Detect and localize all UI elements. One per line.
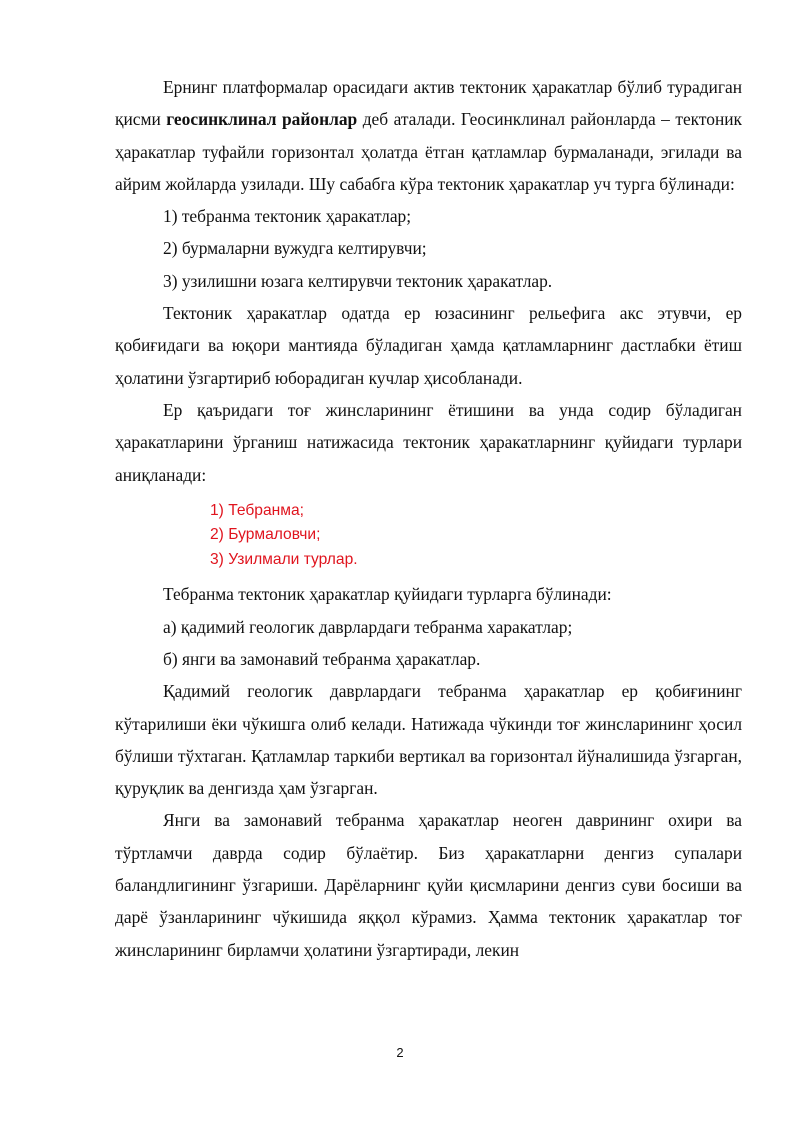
highlighted-list-item: 2) Бурмаловчи; — [210, 526, 321, 544]
paragraph-text: Ернинг платформалар орасидаги актив тектоник ҳаракатлар бўлиб турадиган қисми — [115, 77, 742, 130]
paragraph-oscillation-types: Тебранма тектоник ҳаракатлар қуйидаги турларга бўлинади: — [163, 584, 612, 605]
paragraph-modern-movements: Янги ва замонавий тебранма ҳаракатлар неоген даврининг охири ва тўртламчи даврда содир бўлаётир. Биз ҳаракатларни денгиз супалари баландлигининг ўзгариши. Дарёларнинг қуйи қисмларини денгиз суви босиши ва дарё ўзанларининг чўкишида яққол кўрамиз. Ҳамма тектоник ҳаракатлар тоғ жинсларининг бирламчи ҳолатини ўзгартиради, лекин — [115, 810, 742, 960]
paragraph-tectonic-types: Ер қаъридаги тоғ жинсларининг ётишини ва унда содир бўладиган ҳаракатларини ўрганиш натижасида тектоник ҳаракатларнинг қуйидаги турлари аниқланади: — [115, 399, 742, 485]
paragraph-geosyncline — [115, 71, 742, 200]
list-item: 3) узилишни юзага келтирувчи тектоник ҳаракатлар. — [163, 270, 553, 291]
paragraph-text: деб аталади. Геосинклинал районларда – тектоник ҳаракатлар туфайли горизонтал ҳолатда ётган қатламлар бурмаланади, эгилади ва айрим жойларда узилади. Шу сабабга кўра тектоник ҳаракатлар уч турга бўлинади: — [115, 109, 743, 194]
bold-term: геосинклинал районлар — [166, 109, 358, 130]
list-item: 1) тебранма тектоник ҳаракатлар; — [163, 206, 412, 227]
page-number: 2 — [396, 1045, 404, 1060]
list-item: а) қадимий геологик даврлардаги тебранма харакатлар; — [163, 616, 573, 637]
highlighted-list-item: 3) Узилмали турлар. — [210, 550, 358, 568]
paragraph-tectonic-forces: Тектоник ҳаракатлар одатда ер юзасининг рельефига акс этувчи, ер қобиғидаги ва юқори мантияда бўладиган ҳамда қатламларнинг дастлабки ётиш ҳолатини ўзгартириб юборадиган кучлар ҳисобланади. — [115, 303, 742, 388]
paragraph-ancient-movements: Қадимий геологик даврлардаги тебранма ҳаракатлар ер қобиғининг кўтарилиши ёки чўкишга олиб келади. Натижада чўкинди тоғ жинсларининг ҳосил бўлиши тўхтаган. Қатламлар таркиби вертикал ва горизонтал йўналишида ўзгарган, қуруқлик ва денгизда ҳам ўзгарган. — [115, 681, 742, 799]
document-body — [115, 71, 742, 966]
highlighted-list-item: 1) Тебранма; — [210, 501, 304, 519]
list-item: б) янги ва замонавий тебранма ҳаракатлар. — [163, 648, 481, 669]
highlighted-list — [115, 499, 742, 573]
list-item: 2) бурмаларни вужудга келтирувчи; — [163, 238, 427, 259]
